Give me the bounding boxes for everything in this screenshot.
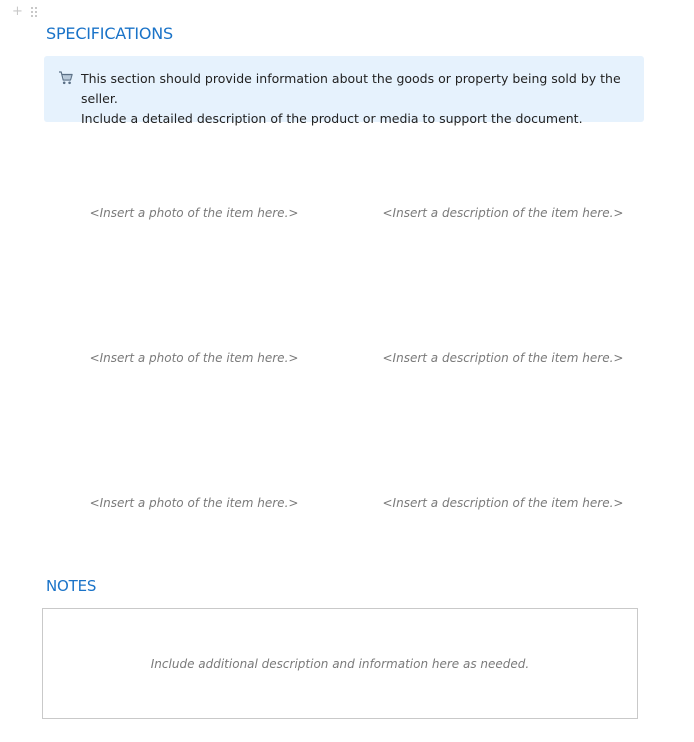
notes-box[interactable] bbox=[42, 608, 638, 719]
item-description-placeholder[interactable]: <Insert a description of the item here.> bbox=[382, 495, 624, 510]
item-photo-placeholder[interactable]: <Insert a photo of the item here.> bbox=[89, 495, 299, 510]
notes-heading: NOTES bbox=[46, 577, 97, 595]
item-photo-placeholder[interactable]: <Insert a photo of the item here.> bbox=[89, 350, 299, 365]
specifications-table bbox=[44, 140, 644, 575]
add-block-icon[interactable]: + bbox=[12, 4, 23, 19]
specifications-heading: SPECIFICATIONS bbox=[46, 24, 174, 43]
table-row bbox=[44, 285, 644, 430]
item-description-placeholder[interactable]: <Insert a description of the item here.> bbox=[382, 205, 624, 220]
shopping-cart-icon bbox=[58, 70, 74, 86]
callout-text bbox=[81, 69, 630, 126]
item-description-placeholder[interactable]: <Insert a description of the item here.> bbox=[382, 350, 624, 365]
block-gutter bbox=[12, 5, 37, 18]
table-row bbox=[44, 140, 644, 285]
table-row bbox=[44, 430, 644, 575]
callout-text-line-1: This section should provide information about the goods or property being sold by the seller. bbox=[81, 71, 621, 106]
drag-handle-icon[interactable] bbox=[31, 7, 37, 17]
notes-placeholder: Include additional description and information here as needed. bbox=[150, 656, 530, 671]
callout-text-line-2: Include a detailed description of the product or media to support the document. bbox=[81, 111, 583, 126]
item-photo-placeholder[interactable]: <Insert a photo of the item here.> bbox=[89, 205, 299, 220]
specifications-callout bbox=[44, 56, 644, 126]
